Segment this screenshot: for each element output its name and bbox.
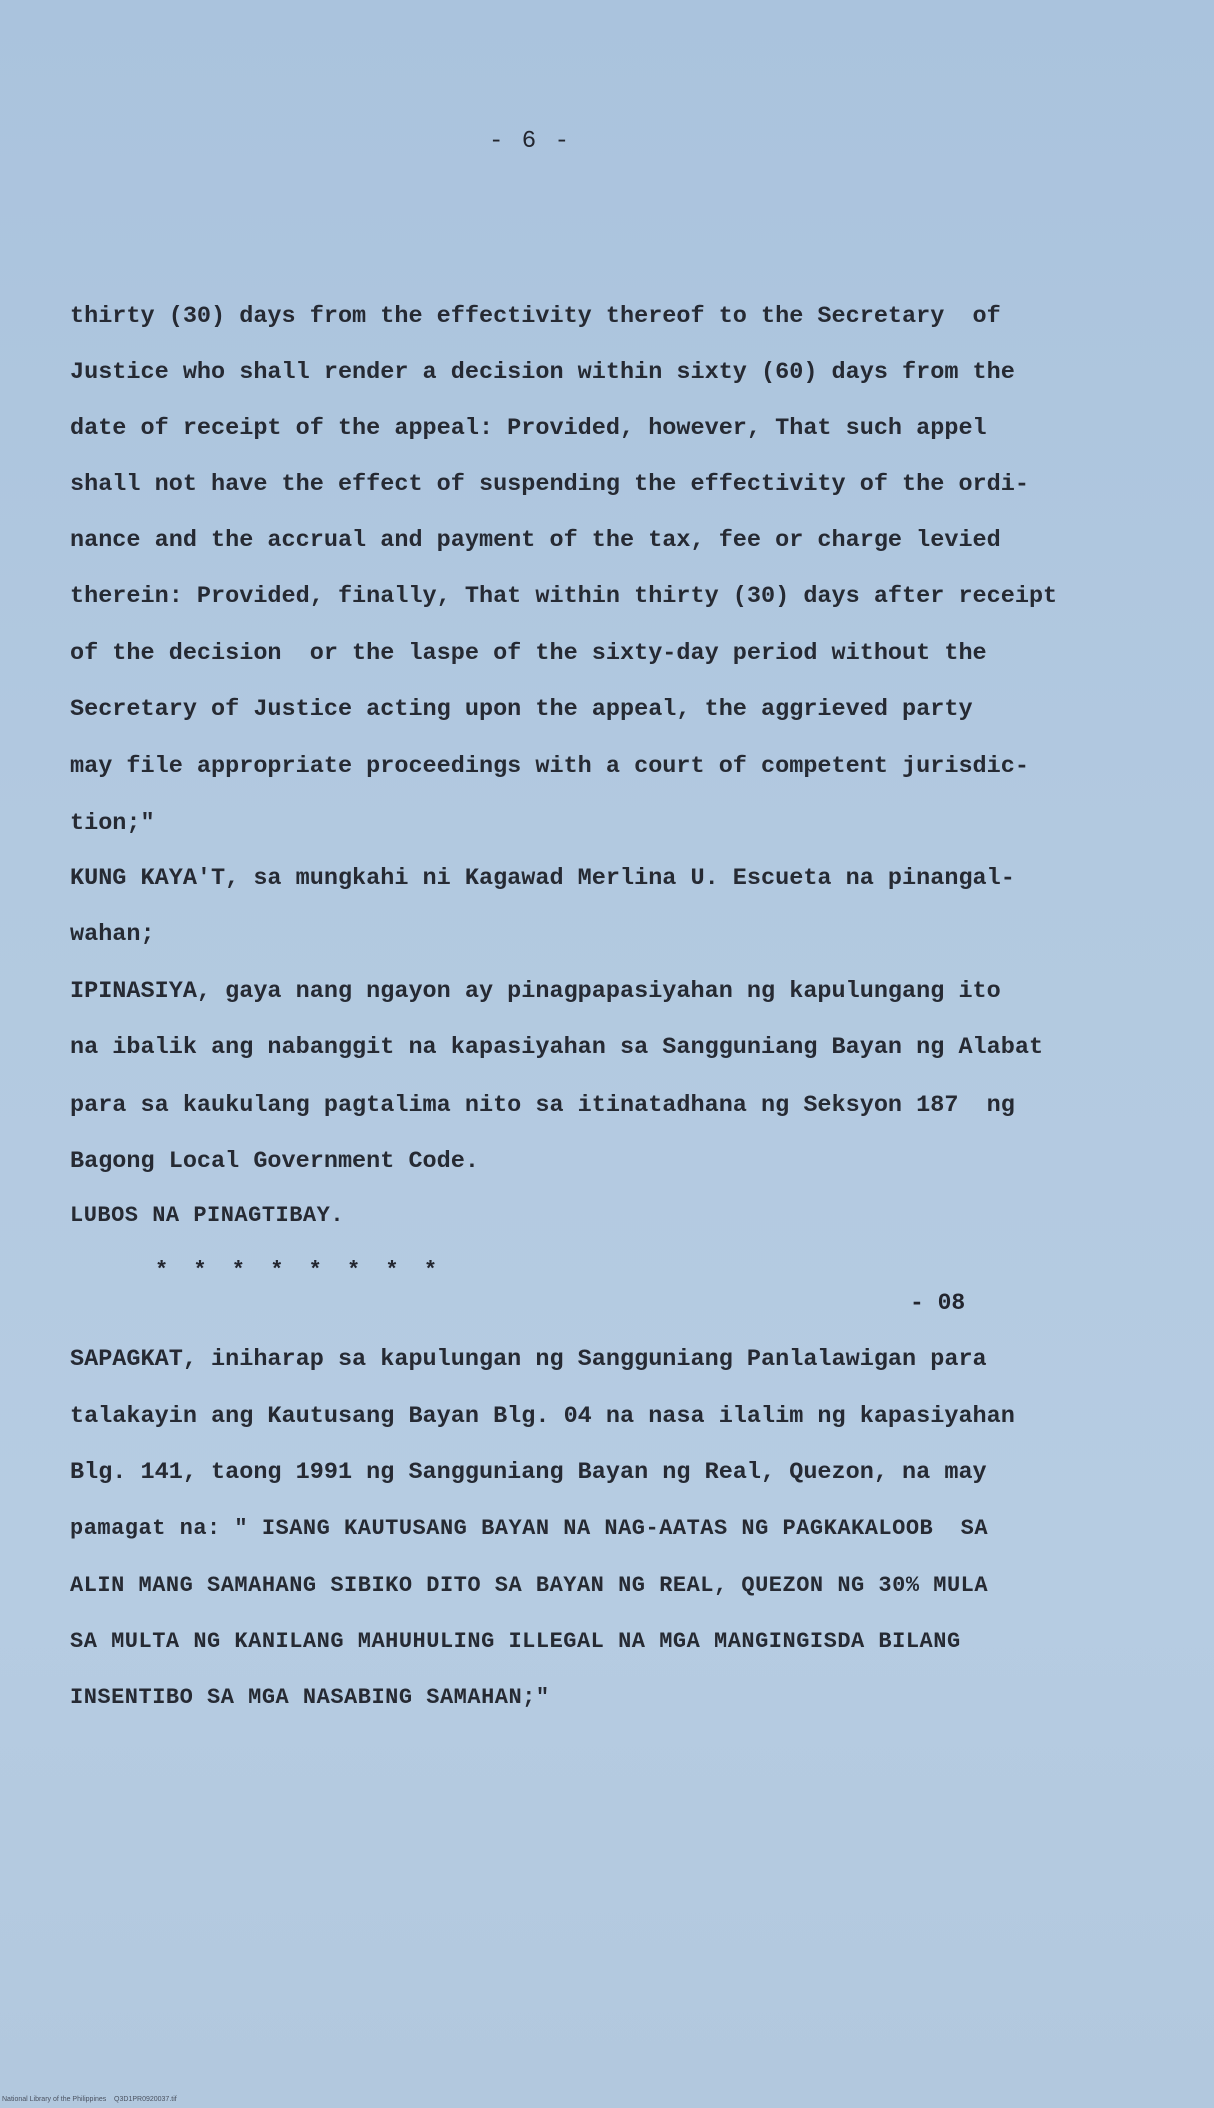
resolution-line: KUNG KAYA'T, sa mungkahi ni Kagawad Merlina U. Escueta na pinangal- [70,865,1015,892]
body-line: tion;" [70,810,155,837]
body-line: of the decision or the laspe of the sixty-day period without the [70,640,987,667]
resolution-line: pamagat na: " ISANG KAUTUSANG BAYAN NA NAG-AATAS NG PAGKAKALOOB SA [70,1516,989,1541]
body-line: thirty (30) days from the effectivity thereof to the Secretary of [70,303,1001,330]
resolution-line: talakayin ang Kautusang Bayan Blg. 04 na nasa ilalim ng kapasiyahan [70,1403,1015,1430]
body-line: nance and the accrual and payment of the tax, fee or charge levied [70,527,1001,554]
approval-line: LUBOS NA PINAGTIBAY. [70,1203,345,1228]
resolution-line: Bagong Local Government Code. [70,1148,479,1175]
resolution-line: para sa kaukulang pagtalima nito sa itinatadhana ng Seksyon 187 ng [70,1092,1015,1119]
body-line: may file appropriate proceedings with a court of competent jurisdic- [70,753,1029,780]
page-number: - 6 - [488,128,571,155]
archive-footer: National Library of the Philippines Q3D1PR0920037.tif [2,2096,177,2103]
resolution-line: INSENTIBO SA MGA NASABING SAMAHAN;" [70,1685,550,1710]
body-line: Justice who shall render a decision within sixty (60) days from the [70,359,1015,386]
body-line: therein: Provided, finally, That within thirty (30) days after receipt [70,583,1058,610]
resolution-line: SA MULTA NG KANILANG MAHUHULING ILLEGAL NA MGA MANGINGISDA BILANG [70,1629,961,1654]
section-separator: * * * * * * * * [155,1258,444,1283]
body-line: Secretary of Justice acting upon the appeal, the aggrieved party [70,696,973,723]
body-line: shall not have the effect of suspending the effectivity of the ordi- [70,471,1029,498]
resolution-line: Blg. 141, taong 1991 ng Sangguniang Bayan ng Real, Quezon, na may [70,1459,987,1486]
resolution-line: na ibalik ang nabanggit na kapasiyahan sa Sangguniang Bayan ng Alabat [70,1034,1044,1061]
resolution-line: SAPAGKAT, iniharap sa kapulungan ng Sangguniang Panlalawigan para [70,1346,987,1373]
resolution-number: - 08 [910,1290,966,1316]
resolution-line: wahan; [70,921,155,948]
resolution-line: IPINASIYA, gaya nang ngayon ay pinagpapasiyahan ng kapulungang ito [70,978,1001,1005]
body-line: date of receipt of the appeal: Provided, however, That such appel [70,415,987,442]
resolution-line: ALIN MANG SAMAHANG SIBIKO DITO SA BAYAN NG REAL, QUEZON NG 30% MULA [70,1573,989,1598]
